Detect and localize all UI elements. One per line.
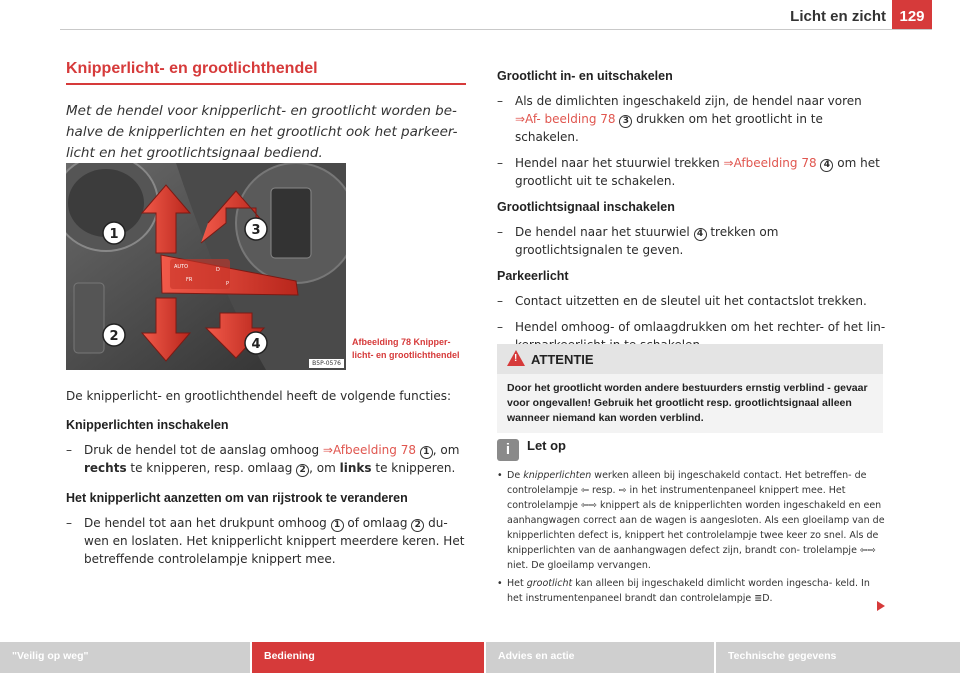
figure-marker-2	[103, 324, 125, 346]
note-text: werken alleen bij ingeschakeld contact. Het betreffen- de controlelampje ⇦ resp. ⇨ in het instrumentenpaneel knippert mee. Het controlelampje ⇦⇨ knippert als de knipperlichten worden ingeschakeld en een aanhangwagen correct aan de wagen is aangesloten. Als een gloeilamp van de knipperlichten defect is, knippert het controlelampje twee keer zo snel. Als de knipperlichten van de aanhangwagen defect zijn, brandt con- trolelampje ⇦⇨ niet. De gloeilamp vervangen.	[507, 470, 885, 571]
marker-ref-4: 4	[694, 228, 707, 241]
bullet-text: trekken om grootlichtsignalen te geven.	[515, 225, 779, 257]
bullet-text: , om	[309, 461, 340, 475]
bullet-high-beam-on	[497, 92, 887, 146]
figure-link[interactable]: ⇒Afbeelding 78	[322, 443, 416, 457]
footer-tabs	[0, 642, 960, 673]
svg-text:1: 1	[109, 227, 119, 242]
figure-link[interactable]: ⇒Afbeelding 78	[723, 156, 817, 170]
lever-label-fr: FR	[186, 277, 193, 283]
note-header	[497, 438, 885, 464]
bullet-lane-change	[66, 514, 466, 568]
figure-marker-4	[245, 332, 267, 354]
marker-ref-1: 1	[420, 446, 433, 459]
bold-left: links	[339, 461, 372, 475]
next-page-arrow-icon[interactable]	[877, 601, 885, 611]
bullet-text: om het grootlicht uit te schakelen.	[515, 156, 880, 188]
header-rule	[60, 29, 932, 30]
left-body	[66, 387, 466, 580]
bullet-text: te knipperen.	[371, 461, 456, 475]
note-item-1	[497, 468, 885, 573]
marker-ref-2: 2	[296, 464, 309, 477]
bullet-text: te knipperen, resp. omlaag	[126, 461, 297, 475]
subheading-lane-change: Het knipperlicht aanzetten om van rijstrook te veranderen	[66, 491, 408, 505]
marker-ref-4: 4	[820, 159, 833, 172]
note-box	[497, 438, 885, 609]
svg-text:4: 4	[251, 337, 261, 352]
section-intro-block	[66, 60, 466, 164]
figure-image-id: B5P-0576	[309, 359, 344, 368]
lever-label-p: P	[226, 281, 230, 287]
bullet-turn-signals	[66, 441, 466, 477]
warning-text: Door het grootlicht worden andere bestuurders ernstig verblind - gevaar voor ongevallen! Gebruik het grootlicht resp. grootlichtsignaal alleen wanneer niemand kan worden verblind.	[497, 374, 883, 433]
bullet-text: of omlaag	[343, 516, 412, 530]
figure-link[interactable]: ⇒Af- beelding 78	[515, 112, 616, 126]
note-text: Het	[507, 578, 527, 589]
note-emphasis: grootlicht	[526, 578, 573, 589]
bullet-parking-1: – Contact uitzetten en de sleutel uit het contactslot trekken.	[497, 292, 887, 310]
note-text: kan alleen bij ingeschakeld dimlicht worden ingescha- keld. In het instrumentenpaneel brandt dan controlelampje ≣D.	[507, 578, 870, 604]
page-header-title: Licht en zicht	[790, 8, 886, 25]
footer-tab-safety[interactable]: "Veilig op weg"	[0, 642, 250, 673]
lever-figure	[66, 163, 346, 370]
marker-ref-1: 1	[331, 519, 344, 532]
lever-illustration	[66, 163, 346, 370]
footer-tab-technical[interactable]: Technische gegevens	[716, 642, 960, 673]
note-title: Let op	[527, 438, 566, 453]
lever-label-d: D	[216, 267, 220, 273]
note-text: De	[507, 470, 524, 481]
info-icon: i	[497, 439, 519, 461]
footer-tab-advice[interactable]: Advies en actie	[486, 642, 714, 673]
bullet-text: Als de dimlichten ingeschakeld zijn, de hendel naar voren	[515, 94, 862, 108]
bullet-text: Hendel naar het stuurwiel trekken	[515, 156, 724, 170]
note-body	[497, 468, 885, 606]
marker-ref-3: 3	[619, 115, 632, 128]
bullet-text: De hendel tot aan het drukpunt omhoog	[84, 516, 331, 530]
svg-text:3: 3	[251, 223, 261, 238]
section-title: Knipperlicht- en grootlichthendel	[66, 60, 466, 85]
warning-header	[497, 344, 883, 374]
figure-marker-3	[245, 218, 267, 240]
right-body	[497, 63, 887, 362]
warning-triangle-icon	[507, 350, 525, 366]
bullet-high-beam-off	[497, 154, 887, 190]
lead-paragraph: De knipperlicht- en grootlichthendel heeft de volgende functies:	[66, 389, 452, 403]
subheading-flash: Grootlichtsignaal inschakelen	[497, 200, 675, 214]
subheading-parking-light: Parkeerlicht	[497, 269, 569, 283]
bullet-text: , om	[432, 443, 460, 457]
figure-marker-1	[103, 222, 125, 244]
bullet-text: drukken om het grootlicht in te schakelen.	[515, 112, 823, 144]
bullet-text: du- wen en loslaten. Het knipperlicht knippert meerdere keren. Het betreffende controlelampje knippert mee.	[84, 516, 465, 566]
page-number: 129	[892, 0, 932, 30]
svg-text:2: 2	[109, 329, 119, 344]
lever-label-auto: AUTO	[174, 264, 189, 270]
note-item-2	[497, 576, 885, 606]
bullet-parking-2: – Hendel omhoog- of omlaagdrukken om het rechter- of het lin-	[497, 318, 887, 354]
section-intro: Met de hendel voor knipperlicht- en grootlicht worden be- halve de knipperlichten en het grootlicht ook het parkeer- licht en het grootlichtsignaal bediend.	[66, 103, 458, 161]
bullet-text: De hendel naar het stuurwiel	[515, 225, 694, 239]
subheading-turn-signals: Knipperlichten inschakelen	[66, 418, 229, 432]
warning-box	[497, 344, 883, 433]
bold-right: rechts	[84, 461, 127, 475]
footer-tab-operation[interactable]: Bediening	[252, 642, 484, 673]
subheading-high-beam: Grootlicht in- en uitschakelen	[497, 69, 673, 83]
marker-ref-2: 2	[411, 519, 424, 532]
bullet-text: Druk de hendel tot de aanslag omhoog	[84, 443, 323, 457]
bullet-flash	[497, 223, 887, 259]
figure-caption: Afbeelding 78 Knipper- licht- en grootlichthendel	[352, 337, 460, 360]
warning-title: ATTENTIE	[531, 352, 594, 367]
note-emphasis: knipperlichten	[523, 470, 592, 481]
